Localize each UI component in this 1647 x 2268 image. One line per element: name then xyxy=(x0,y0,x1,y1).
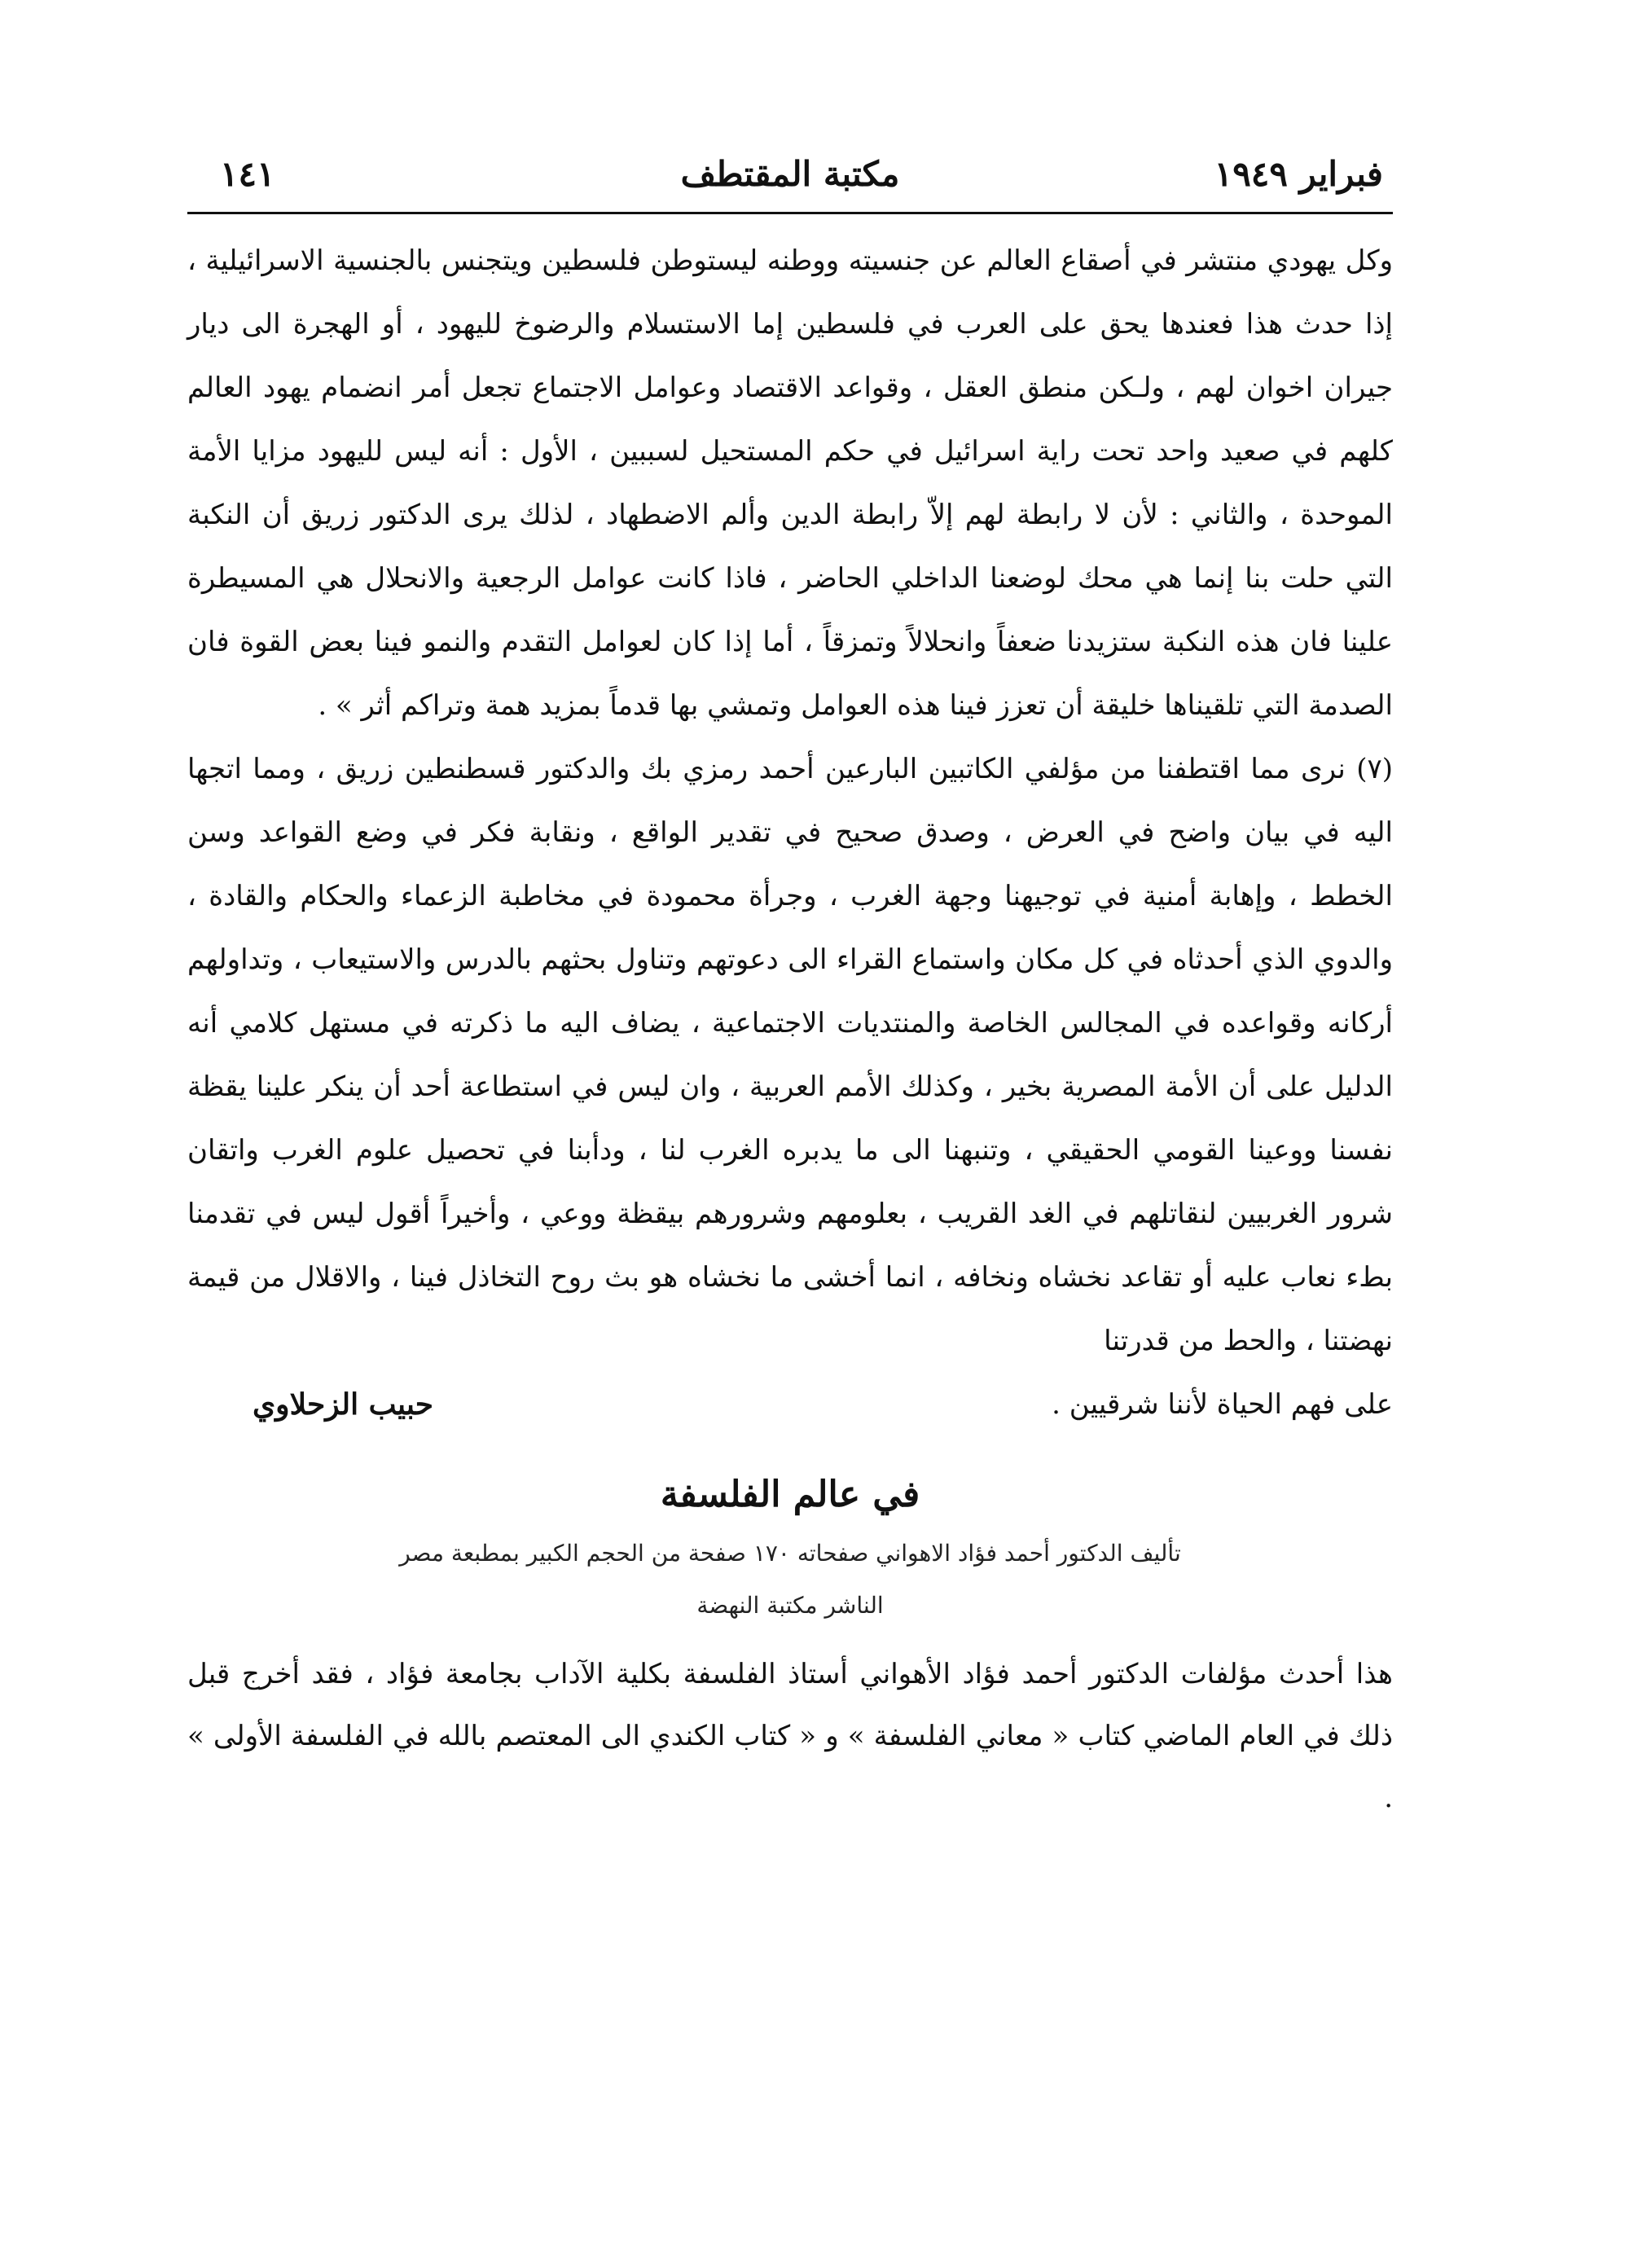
header-date: فبراير ١٩٤٩ xyxy=(1214,154,1383,194)
book-info-line-2: الناشر مكتبة النهضة xyxy=(696,1592,884,1619)
closing-line xyxy=(187,1373,1393,1436)
article-paragraph-1: وكل يهودي منتشر في أصقاع العالم عن جنسيته ووطنه ليستوطن فلسطين ويتجنس بالجنسية الاسرائيلية ، إذا حدث هذا فعندها يحق على العرب في فلسطين إما الاستسلام والرضوخ لليهود ، أو الهجرة الى ديار جيران اخوان لهم ، ولـكن منطق العقل ، وقواعد الاقتصاد وعوامل الاجتماع تجعل أمر انضمام يهود العالم كلهم في صعيد واحد تحت راية اسرائيل في حكم المستحيل لسببين ، الأول : أنه ليس لليهود مزايا الأمة الموحدة ، والثاني : لأن لا رابطة لهم إلاّ رابطة الدين وألم الاضطهاد ، لذلك يرى الدكتور زريق أن النكبة التي حلت بنا إنما هي محك لوضعنا الداخلي الحاضر ، فاذا كانت عوامل الرجعية والانحلال هي المسيطرة علينا فان هذه النكبة ستزيدنا ضعفاً وانحلالاً وتمزقاً ، أما إذا كان لعوامل التقدم والنمو فينا بعض القوة فان الصدمة التي تلقيناها خليقة أن تعزز فينا هذه العوامل وتمشي بها قدماً بمزيد همة وتراكم أثر » . xyxy=(187,244,1393,722)
book-info-line-1: تأليف الدكتور أحمد فؤاد الاهواني صفحاته ١٧٠ صفحة من الحجم الكبير بمطبعة مصر xyxy=(399,1540,1181,1567)
author-signature: حبيب الزحلاوي xyxy=(253,1387,433,1422)
header-section-title: مكتبة المقتطف xyxy=(680,154,900,194)
book-section-title: في عالم الفلسفة xyxy=(660,1474,920,1515)
book-review-text: هذا أحدث مؤلفات الدكتور أحمد فؤاد الأهواني أستاذ الفلسفة بكلية الآداب بجامعة فؤاد ، فقد أخرج قبل ذلك في العام الماضي كتاب « معاني الفلسفة » و « كتاب الكندي الى المعتصم بالله في الفلسفة الأولى » . xyxy=(187,1658,1393,1814)
article-paragraph-2: (٧) نرى مما اقتطفنا من مؤلفي الكاتبين البارعين أحمد رمزي بك والدكتور قسطنطين زريق ، ومما اتجها اليه في بيان واضح في العرض ، وصدق صحيح في تقدير الواقع ، ونقابة فكر في وضع القواعد وسن الخطط ، وإهابة أمنية في توجيهنا وجهة الغرب ، وجرأة محمودة في مخاطبة الزعماء والحكام والقادة ، والدوي الذي أحدثاه في كل مكان واستماع القراء الى دعوتهم وتناول بحثهم بالدرس والاستيعاب ، وتداولهم أركانه وقواعده في المجالس الخاصة والمنتديات الاجتماعية ، يضاف اليه ما ذكرته في مستهل كلامي أنه الدليل على أن الأمة المصرية بخير ، وكذلك الأمم العربية ، وان ليس في استطاعة أحد أن ينكر علينا يقظة نفسنا ووعينا القومي الحقيقي ، وتنبهنا الى ما يدبره الغرب لنا ، ودأبنا في تحصيل علوم الغرب واتقان شرور الغربيين لنقاتلهم في الغد القريب ، بعلومهم وشرورهم بيقظة ووعي ، وأخيراً أقول ليس في تقدمنا بطء نعاب عليه أو تقاعد نخشاه ونخافه ، انما أخشى ما نخشاه هو بث روح التخاذل فينا ، والاقلال من قيمة نهضتنا ، والحط من قدرتنا xyxy=(187,753,1393,1357)
journal-page xyxy=(187,138,1393,1857)
article-last-line: على فهم الحياة لأننا شرقيين . xyxy=(1052,1388,1393,1421)
article-body xyxy=(187,229,1393,1373)
header-page-number: ١٤١ xyxy=(220,154,275,194)
page-header xyxy=(187,138,1393,214)
